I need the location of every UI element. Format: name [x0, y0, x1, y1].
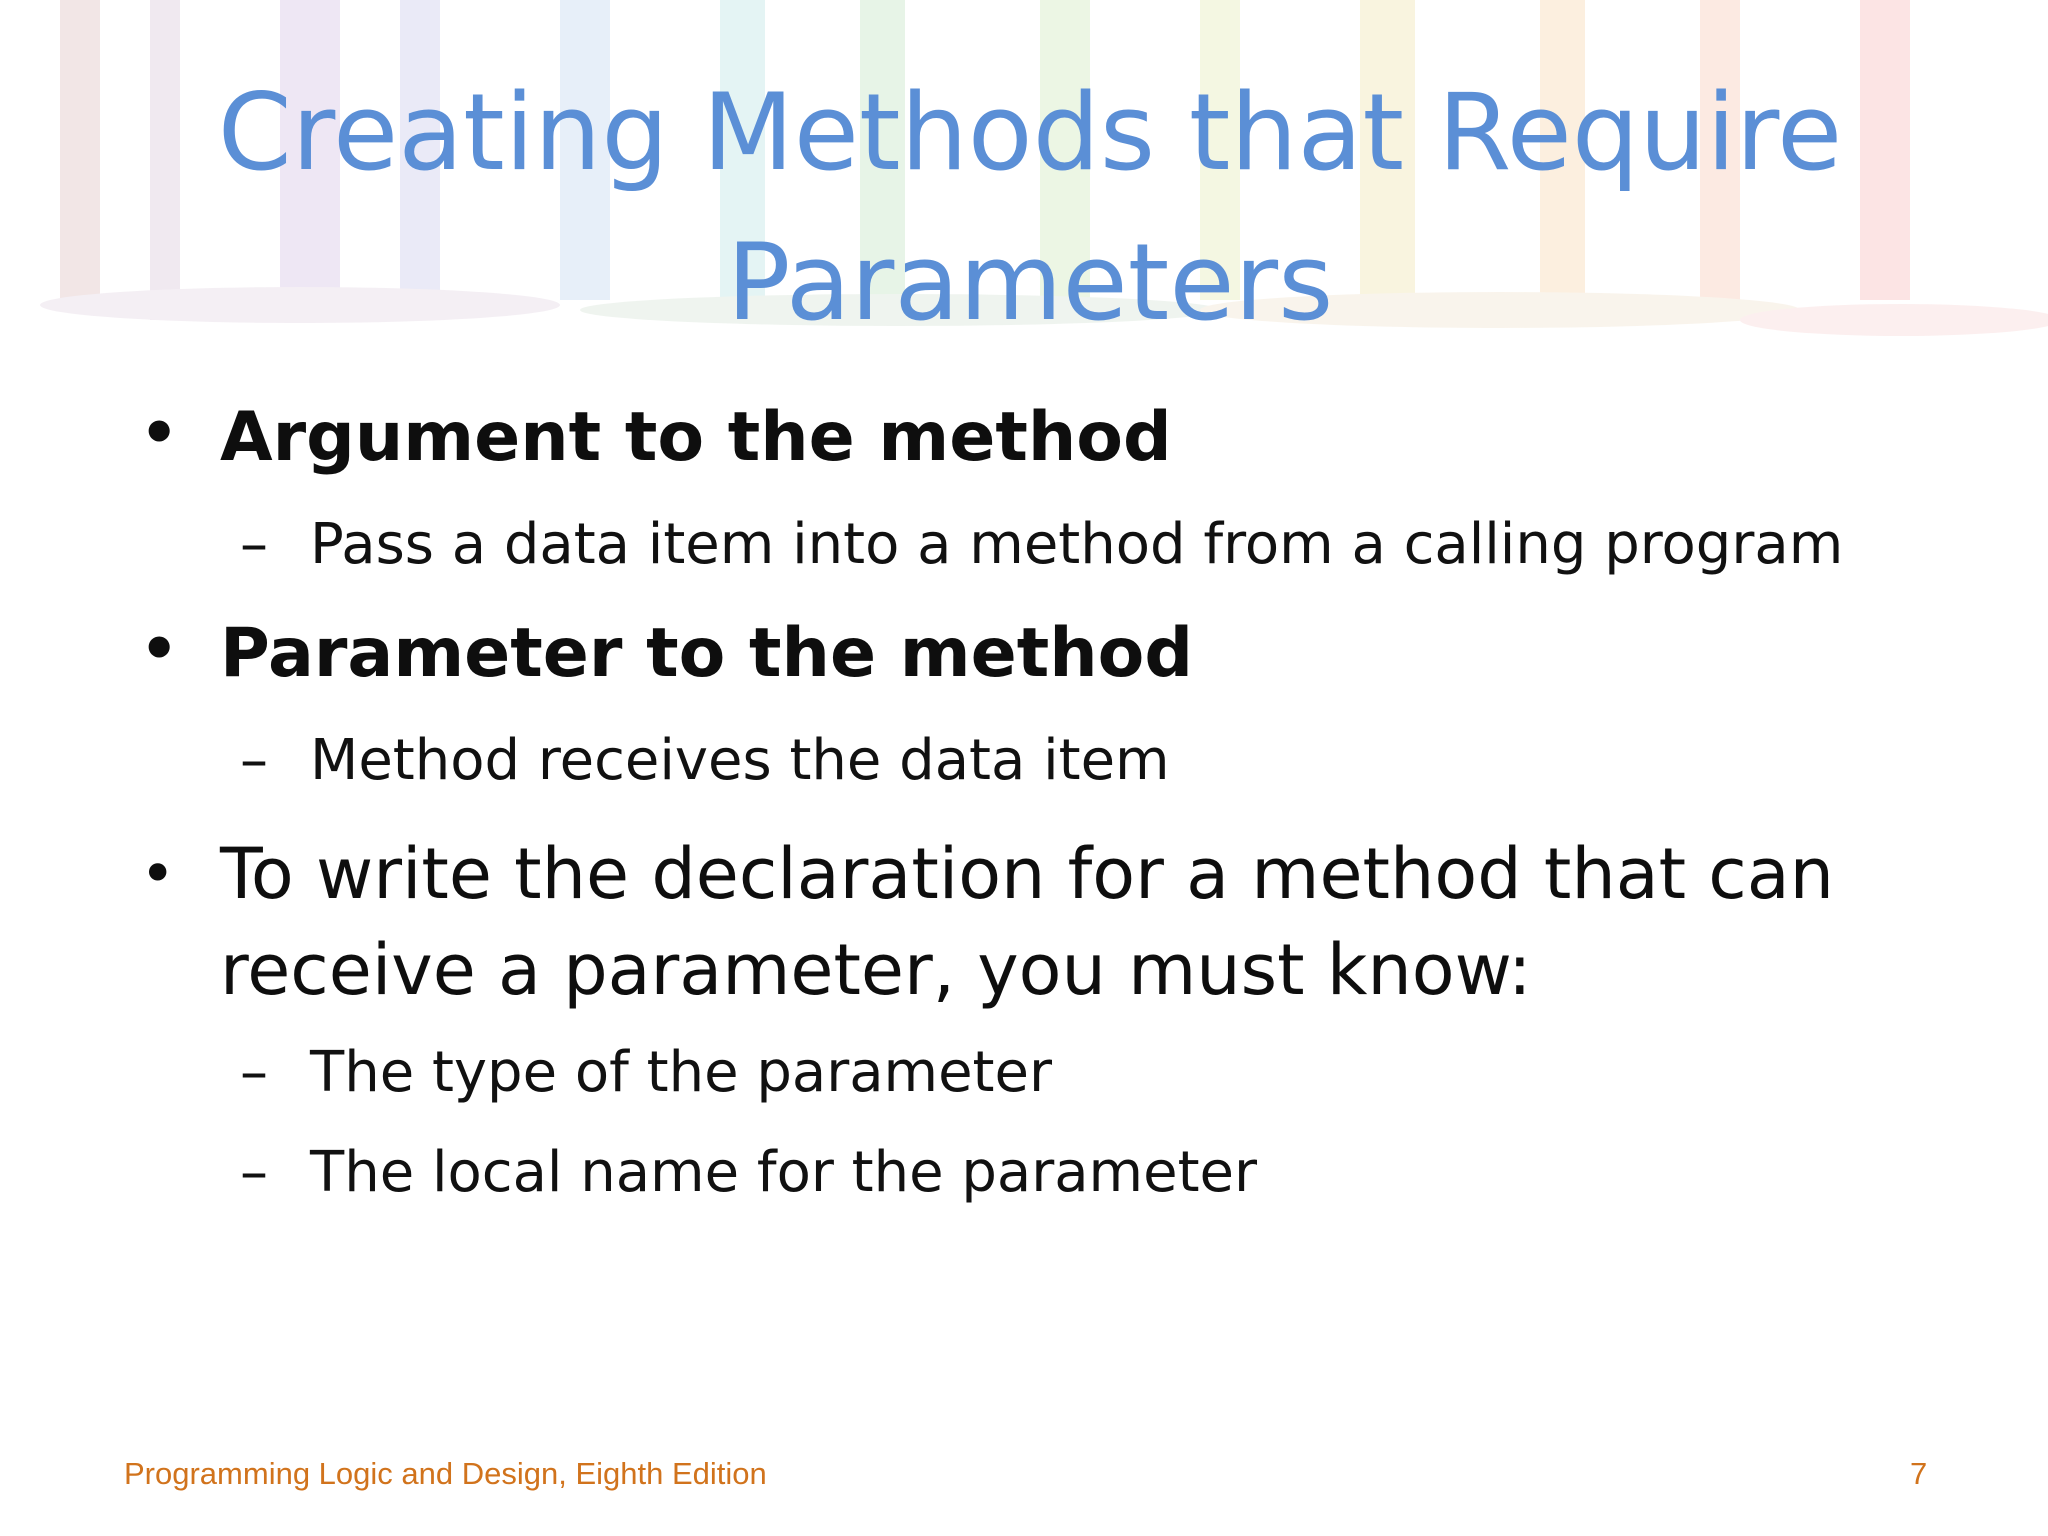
bullet-dot: • — [140, 839, 176, 909]
bullet-dot: • — [140, 398, 179, 468]
slide-title-line-1: Creating Methods that Require — [217, 71, 1843, 194]
sub-dash: – — [240, 1140, 268, 1205]
bullet-dot: • — [140, 614, 179, 684]
footer-book-title: Programming Logic and Design, Eighth Edition — [124, 1456, 767, 1491]
bullet-text-line-2: receive a parameter, you must know: — [220, 929, 1532, 1011]
sub-dash: – — [240, 1040, 268, 1105]
sub-dash: – — [240, 728, 268, 793]
bullet-text: Argument to the method — [220, 398, 1172, 477]
bullet-text: Parameter to the method — [220, 614, 1194, 693]
sub-text: Pass a data item into a method from a calling program — [310, 512, 1844, 577]
sub-text: The local name for the parameter — [310, 1140, 1257, 1205]
sub-text: The type of the parameter — [310, 1040, 1052, 1105]
sub-text: Method receives the data item — [310, 728, 1170, 793]
page-number: 7 — [1910, 1456, 1928, 1491]
bullet-text-line-1: To write the declaration for a method that can — [220, 833, 1835, 915]
sub-dash: – — [240, 512, 268, 577]
slide-title-line-2: Parameters — [726, 221, 1334, 344]
slide-title — [120, 58, 1940, 358]
